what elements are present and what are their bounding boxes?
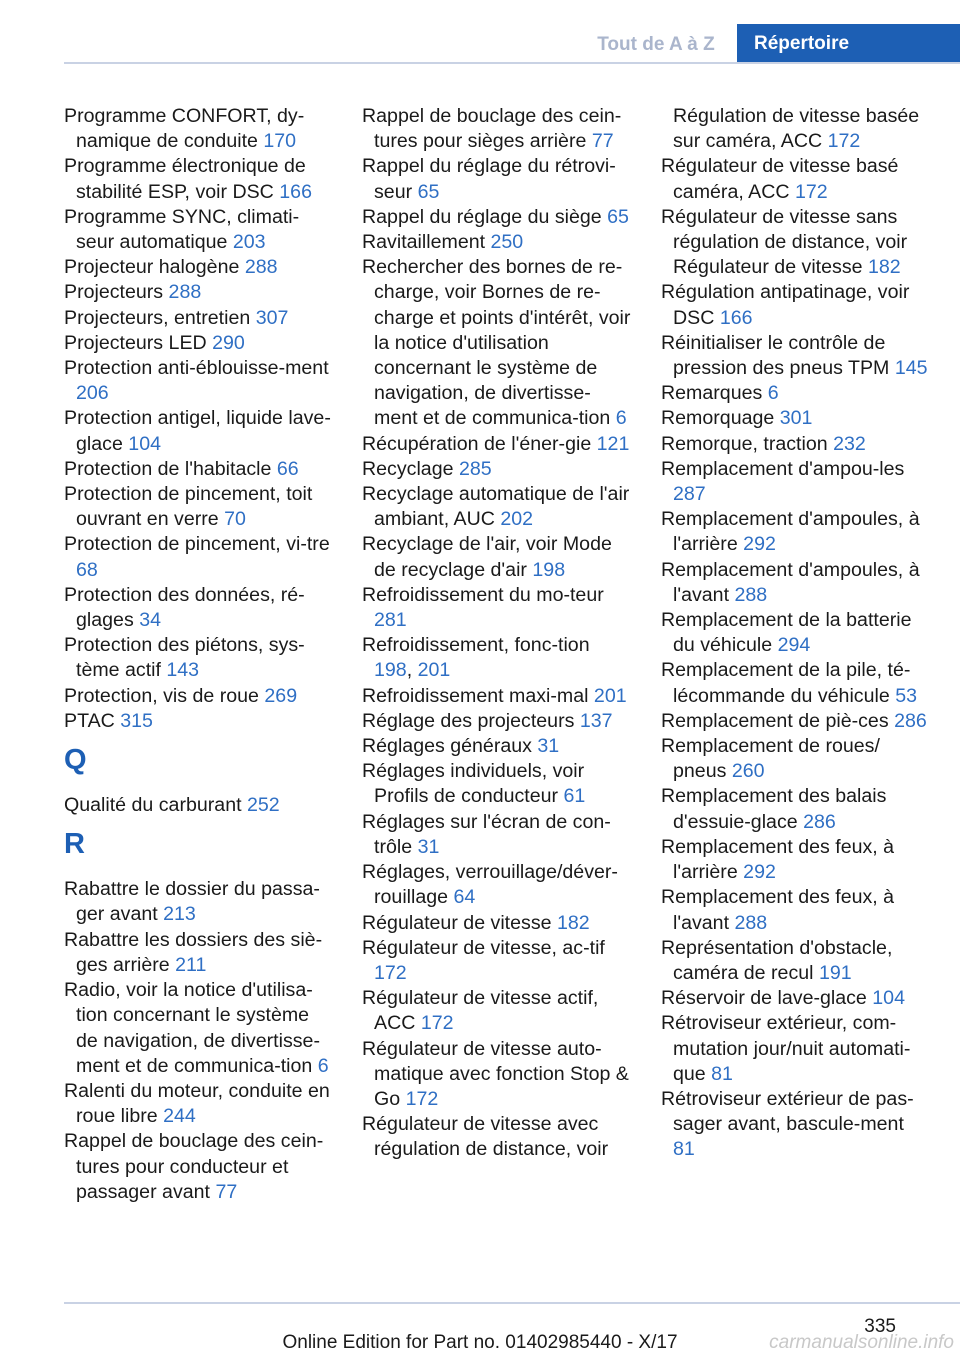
- page-link[interactable]: 143: [166, 659, 200, 682]
- index-entry-text: Protection des données, ré-glages: [64, 583, 305, 632]
- index-entry-text: Remplacement de piè-ces: [661, 709, 895, 732]
- index-entry: [362, 734, 632, 759]
- index-entry: [661, 986, 931, 1011]
- tab-tout-de-a-a-z[interactable]: Tout de A à Z: [597, 34, 715, 55]
- index-entry-text: Refroidissement maxi-mal: [362, 684, 594, 707]
- index-entry-text: Projecteurs LED: [64, 331, 213, 354]
- tab-repertoire[interactable]: Répertoire: [737, 24, 960, 64]
- index-entry: [362, 482, 632, 532]
- index-entry-text: Qualité du carburant: [64, 794, 247, 817]
- page-link[interactable]: 301: [779, 407, 813, 430]
- index-entry-text: Remplacement d'ampoules, à l'avant: [661, 558, 920, 606]
- page-link[interactable]: 290: [212, 331, 245, 354]
- page-link[interactable]: 6: [767, 382, 779, 405]
- index-entry-text: Réinitialiser le contrôle de pression des pneus TPM: [661, 331, 895, 380]
- index-entry-text: Réglages généraux: [362, 735, 538, 758]
- index-entry: [661, 154, 931, 204]
- index-entry-text: Réglages individuels, voir Profils de conducteur: [362, 760, 585, 808]
- index-entry-text: Rappel de bouclage des cein-tures pour conducteur et passager avant: [64, 1130, 324, 1203]
- page-link[interactable]: 53: [895, 684, 917, 707]
- index-entry: [362, 432, 632, 457]
- page-link[interactable]: 232: [833, 432, 866, 455]
- index-entry-text: Régulateur de vitesse avec régulation de distance, voir: [362, 1113, 609, 1161]
- index-entry: [661, 205, 931, 281]
- index-entry: [64, 205, 334, 255]
- page-link[interactable]: 121: [596, 432, 630, 455]
- index-entry: [661, 406, 931, 431]
- index-entry-text: Réglages, verrouillage/déver-rouillage: [362, 861, 618, 909]
- index-entry: [661, 558, 931, 608]
- index-entry: [64, 331, 334, 356]
- index-entry: [661, 104, 931, 154]
- index-entry: [362, 936, 632, 986]
- index-entry: [64, 633, 334, 683]
- page-link[interactable]: 288: [734, 911, 768, 934]
- page-link[interactable]: 81: [673, 1138, 695, 1161]
- index-entry-text: Programme électronique de stabilité ESP, voir DSC: [64, 155, 306, 203]
- index-entry-text: Rappel du réglage du rétrovi-seur: [362, 155, 616, 203]
- page-link[interactable]: 292: [743, 533, 776, 556]
- index-entry: [661, 331, 931, 381]
- index-entry-text: Remplacement de roues/ pneus: [661, 735, 880, 783]
- index-entry: [661, 1011, 931, 1087]
- footer-edition-text: Online Edition for Part no. 01402985440 - X/17: [282, 1332, 678, 1353]
- index-entry-text: Projecteurs: [64, 281, 169, 304]
- index-entry-text: Remorque, traction: [661, 432, 834, 455]
- index-entry: [661, 885, 931, 935]
- index-entry: [661, 608, 931, 658]
- page-link[interactable]: 182: [556, 911, 590, 934]
- index-entry: [362, 633, 632, 683]
- index-entry-text: Remplacement des feux, à l'arrière: [661, 835, 895, 884]
- index-entry-text: Remplacement de la batterie du véhicule: [661, 609, 912, 657]
- page-link[interactable]: 292: [743, 861, 776, 884]
- index-entry: [362, 709, 632, 734]
- index-entry: [64, 684, 334, 709]
- page-link[interactable]: 170: [263, 130, 297, 153]
- index-entry-text: Représentation d'obstacle, caméra de recul: [661, 936, 893, 984]
- page-link[interactable]: 31: [417, 835, 440, 858]
- page-link[interactable]: 145: [894, 357, 928, 380]
- page-link[interactable]: 288: [168, 281, 202, 304]
- index-entry: [362, 154, 632, 204]
- index-entry: [64, 532, 334, 582]
- page-link[interactable]: 191: [818, 961, 852, 984]
- index-entry: [661, 709, 931, 734]
- index-entry-text: Régulateur de vitesse sans régulation de distance, voir Régulateur de vitesse: [661, 205, 908, 279]
- page-link[interactable]: 64: [453, 886, 476, 909]
- index-entry-text: Régulation antipatinage, voir DSC: [661, 281, 910, 329]
- page-number: 335: [864, 1316, 896, 1337]
- index-entry-text: Régulation de vitesse basée sur caméra, ACC: [673, 105, 920, 153]
- page-link[interactable]: 260: [731, 760, 765, 783]
- index-entry: [661, 936, 931, 986]
- page-link[interactable]: 172: [405, 1087, 439, 1110]
- index-entry: [362, 684, 632, 709]
- page-link[interactable]: 244: [163, 1105, 196, 1128]
- index-entry: [362, 255, 632, 431]
- page-link[interactable]: 287: [673, 483, 706, 506]
- page-link[interactable]: 269: [264, 684, 298, 707]
- index-entry: [362, 230, 632, 255]
- index-column-1: [64, 104, 334, 1205]
- index-entry-text: Protection anti-éblouisse-ment: [64, 357, 329, 380]
- index-entry: [661, 784, 931, 834]
- index-entry-text: Protection antigel, liquide lave-glace: [64, 407, 331, 455]
- index-entry-text: Projecteurs, entretien: [64, 306, 256, 329]
- page-link[interactable]: 104: [128, 432, 161, 455]
- page-link[interactable]: 172: [794, 180, 828, 203]
- index-entry-text: Radio, voir la notice d'utilisa-tion concernant le système de navigation, de divertisse-ment et de communica-tion: [64, 979, 320, 1077]
- page-separator: ,: [406, 659, 418, 682]
- index-entry-text: Programme CONFORT, dy-namique de conduite: [64, 105, 305, 153]
- index-entry-text: Remplacement de la pile, té-lécommande du véhicule: [661, 659, 911, 707]
- page-link[interactable]: 294: [777, 634, 811, 657]
- page-link[interactable]: 77: [215, 1180, 238, 1203]
- index-entry-text: Rétroviseur extérieur de pas-sager avant, bascule-ment: [661, 1087, 914, 1136]
- page-link[interactable]: 6: [317, 1054, 329, 1077]
- index-entry: [64, 280, 334, 305]
- index-entry-text: Projecteur halogène: [64, 256, 245, 279]
- index-entry: [661, 734, 931, 784]
- page-link[interactable]: 285: [458, 457, 492, 480]
- index-entry-text: Récupération de l'éner-gie: [362, 432, 597, 455]
- page-link[interactable]: 202: [500, 508, 534, 531]
- page-link[interactable]: 182: [867, 256, 901, 279]
- index-entry: [362, 532, 632, 582]
- index-entry-text: Rechercher des bornes de re-charge, voir Bornes de re-charge et points d'intérêt, voir la notice d'utilisation concernant le système de navigation, de divertisse-ment et de communica-tion: [362, 256, 631, 430]
- header-bar: [0, 0, 960, 64]
- index-entry: [64, 482, 334, 532]
- page-link[interactable]: 68: [76, 558, 98, 581]
- index-entry-text: Réservoir de lave-glace: [661, 987, 873, 1010]
- index-column-3: [661, 104, 931, 1163]
- index-entry: [362, 1037, 632, 1113]
- index-entry: [362, 1112, 632, 1162]
- index-entry: [64, 1079, 334, 1129]
- page-link[interactable]: 65: [607, 205, 629, 228]
- index-entry-text: Remplacement d'ampoules, à l'arrière: [661, 508, 920, 556]
- index-entry: [64, 356, 334, 406]
- index-entry: [64, 255, 334, 280]
- page-link[interactable]: 281: [374, 609, 407, 632]
- index-entry-text: Refroidissement du mo-teur: [362, 583, 604, 606]
- index-entry-text: Remplacement des balais d'essuie-glace: [661, 785, 887, 833]
- page-link[interactable]: 70: [224, 508, 246, 531]
- index-entry: [362, 911, 632, 936]
- index-entry: [661, 381, 931, 406]
- page-link[interactable]: 61: [563, 785, 586, 808]
- index-entry: [64, 978, 334, 1079]
- index-entry-text: Régulateur de vitesse basé caméra, ACC: [661, 155, 899, 203]
- index-entry: [661, 507, 931, 557]
- header-divider: [64, 62, 960, 64]
- index-entry-text: Remarques: [661, 382, 768, 405]
- page-link[interactable]: 172: [827, 130, 861, 153]
- index-entry: [661, 835, 931, 885]
- index-entry: [64, 1129, 334, 1205]
- index-entry-text: Refroidissement, fonc-tion: [362, 634, 590, 657]
- index-entry: [64, 877, 334, 927]
- section-letter: R: [64, 828, 85, 861]
- page-link[interactable]: 81: [711, 1062, 733, 1085]
- page-link[interactable]: 203: [232, 231, 266, 254]
- index-entry: [362, 583, 632, 633]
- page-link[interactable]: 315: [120, 709, 153, 732]
- index-entry: [64, 928, 334, 978]
- index-entry-text: Rétroviseur extérieur, com-mutation jour/nuit automati-que: [661, 1012, 911, 1085]
- page-link[interactable]: 288: [734, 583, 768, 606]
- index-entry-text: Régulateur de vitesse, ac-tif: [362, 936, 605, 959]
- page-link[interactable]: 31: [537, 735, 560, 758]
- index-entry-text: PTAC: [64, 709, 121, 732]
- section-letter: Q: [64, 744, 87, 777]
- index-entry-text: Ravitaillement: [362, 231, 491, 254]
- index-entry: [362, 104, 632, 154]
- footer-divider: [64, 1302, 960, 1304]
- index-entry-text: Recyclage automatique de l'air ambiant, AUC: [362, 483, 630, 531]
- index-entry-text: Protection de l'habitacle: [64, 457, 277, 480]
- index-entry: [661, 1087, 931, 1163]
- index-entry: [64, 709, 334, 734]
- page-link[interactable]: 77: [591, 130, 614, 153]
- page-link[interactable]: 201: [417, 659, 451, 682]
- index-entry-text: Ralenti du moteur, conduite en roue libre: [64, 1079, 330, 1128]
- page-link[interactable]: 198: [374, 659, 407, 682]
- index-entry: [661, 280, 931, 330]
- index-entry: [64, 306, 334, 331]
- index-entry-text: Rappel du réglage du siège: [362, 205, 608, 228]
- page-link[interactable]: 65: [417, 180, 440, 203]
- index-entry-text: Programme SYNC, climati-seur automatique: [64, 205, 300, 254]
- index-entry: [64, 406, 334, 456]
- index-entry-text: Réglages sur l'écran de con-trôle: [362, 810, 611, 858]
- index-entry: [661, 658, 931, 708]
- index-entry-text: Remplacement des feux, à l'avant: [661, 886, 895, 934]
- index-entry: [362, 759, 632, 809]
- page-link[interactable]: 66: [276, 457, 299, 480]
- index-entry-text: Régulateur de vitesse auto-matique avec fonction Stop & Go: [362, 1037, 629, 1110]
- page-link[interactable]: 166: [279, 180, 312, 203]
- index-entry: [64, 104, 334, 154]
- index-entry-text: Protection de pincement, vi-tre: [64, 533, 330, 556]
- index-entry-text: Rappel de bouclage des cein-tures pour sièges arrière: [362, 105, 622, 153]
- index-entry-text: Protection, vis de roue: [64, 684, 265, 707]
- index-entry-text: Remorquage: [661, 407, 780, 430]
- watermark: carmanualsonline.info: [769, 1332, 954, 1353]
- page-link[interactable]: 34: [139, 609, 161, 632]
- index-entry-text: Remplacement d'ampou-les: [661, 457, 905, 480]
- page-link[interactable]: 166: [719, 306, 753, 329]
- index-entry: [64, 154, 334, 204]
- index-entry: [661, 457, 931, 507]
- page-link[interactable]: 172: [420, 1012, 454, 1035]
- index-entry-text: Régulateur de vitesse: [362, 911, 557, 934]
- page-link[interactable]: 198: [532, 558, 566, 581]
- index-entry-text: Recyclage: [362, 457, 459, 480]
- index-column-2: [362, 104, 632, 1163]
- page-link[interactable]: 288: [244, 256, 278, 279]
- index-entry: [362, 860, 632, 910]
- page-link[interactable]: 307: [255, 306, 289, 329]
- index-entry: [362, 810, 632, 860]
- page-link[interactable]: 286: [894, 709, 927, 732]
- page-link[interactable]: 252: [246, 794, 280, 817]
- page-link[interactable]: 172: [374, 961, 407, 984]
- index-entry: [64, 793, 334, 818]
- index-entry: [362, 457, 632, 482]
- index-entry-text: Régulateur de vitesse actif, ACC: [362, 987, 599, 1035]
- page-link[interactable]: 137: [579, 709, 613, 732]
- page-link[interactable]: 104: [872, 987, 905, 1010]
- index-entry-text: Recyclage de l'air, voir Mode de recyclage d'air: [362, 533, 612, 581]
- index-entry: [64, 457, 334, 482]
- index-entry-text: Protection des piétons, sys-tème actif: [64, 634, 305, 682]
- index-entry-text: Rabattre les dossiers des siè-ges arrière: [64, 928, 323, 976]
- page-link[interactable]: 206: [76, 382, 109, 405]
- page-link[interactable]: 201: [593, 684, 627, 707]
- index-entry: [362, 205, 632, 230]
- page-link[interactable]: 250: [490, 231, 524, 254]
- index-entry-text: Protection de pincement, toit ouvrant en verre: [64, 483, 313, 531]
- page-link[interactable]: 213: [163, 903, 196, 926]
- page-link[interactable]: 211: [175, 953, 207, 976]
- index-entry: [661, 432, 931, 457]
- page-link[interactable]: 286: [803, 810, 836, 833]
- index-entry-text: Rabattre le dossier du passa-ger avant: [64, 878, 320, 926]
- page-link[interactable]: 6: [615, 407, 627, 430]
- index-entry: [362, 986, 632, 1036]
- index-entry-text: Réglage des projecteurs: [362, 709, 580, 732]
- index-entry: [64, 583, 334, 633]
